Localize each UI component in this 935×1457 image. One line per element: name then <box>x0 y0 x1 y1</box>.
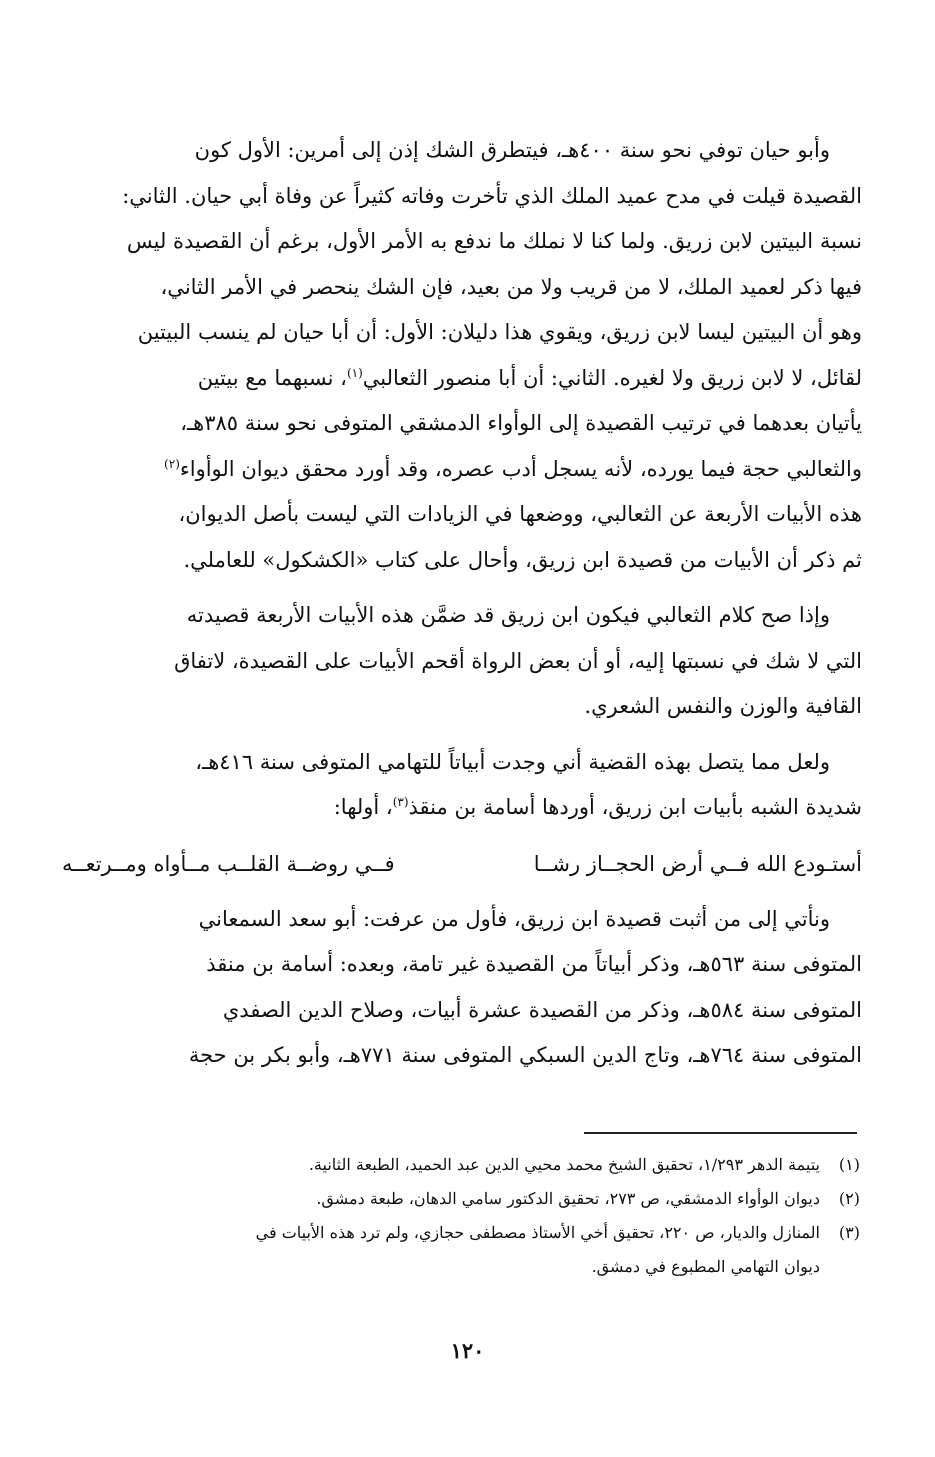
footnote-2 <box>62 1182 860 1216</box>
text-line: شديدة الشبه بأبيات ابن زريق، أوردها أسامة بن منقذ$^{(٣)}$، أولها: <box>333 795 862 819</box>
footnote-text <box>62 1182 820 1216</box>
text-line: فيها ذكر لعميد الملك، لا من قريب ولا من بعيد، فإن الشك ينحصر في الأمر الثاني، <box>160 274 862 299</box>
page-number: ١٢٠ <box>450 1338 485 1363</box>
footnote-text <box>62 1216 820 1284</box>
verse-second-hemistich: فــي روضــة القلــب مــأواه ومــرتعــه <box>62 851 395 876</box>
footnote-line: ديوان الوأواء الدمشقي، ص ٢٧٣، تحقيق الدكتور سامي الدهان، طبعة دمشق. <box>316 1189 820 1208</box>
footnote-marker-2[interactable]: (٢) <box>164 456 180 471</box>
footnote-line: ديوان التهامي المطبوع في دمشق. <box>591 1257 820 1276</box>
footnote-marker-1[interactable]: (١) <box>346 365 363 380</box>
footnote-marker-3[interactable]: (٣) <box>392 795 409 809</box>
verse-first-hemistich: أستـودع الله فــي أرض الحجــاز رشــا <box>533 851 862 876</box>
main-text <box>62 128 862 1089</box>
footnote-line: يتيمة الدهر ١/٢٩٣، تحقيق الشيخ محمد محيي الدين عبد الحميد، الطبعة الثانية. <box>308 1155 820 1174</box>
text-line: المتوفى سنة ٥٦٣هـ، وذكر أبياتاً من القصيدة غير تامة، وبعده: أسامة بن منقذ <box>206 952 862 976</box>
text-line: وإذا صح كلام الثعالبي فيكون ابن زريق قد ضمَّن هذه الأبيات الأربعة قصيدته <box>186 603 830 627</box>
paragraph-1 <box>62 128 862 583</box>
poem-verse <box>62 841 862 887</box>
footnote-number: (٢) <box>838 1189 860 1208</box>
footnotes-section <box>62 1148 860 1284</box>
footnote-number: (١) <box>838 1155 860 1174</box>
text-line: نسبة البيتين لابن زريق. ولما كنا لا نملك ما ندفع به الأمر الأول، برغم أن القصيدة ليس <box>126 229 862 253</box>
footnote-number: (٣) <box>838 1223 860 1242</box>
text-line: القصيدة قيلت في مدح عميد الملك الذي تأخرت وفاته كثيراً عن وفاة أبي حيان. الثاني: <box>122 183 862 208</box>
paragraph-2 <box>62 593 862 730</box>
footnote-1 <box>62 1148 860 1182</box>
text-line: التي لا شك في نسبتها إليه، أو أن بعض الرواة أقحم الأبيات على القصيدة، لاتفاق <box>174 648 862 673</box>
paragraph-3 <box>62 740 862 831</box>
paragraph-4 <box>62 897 862 1079</box>
text-line: وهو أن البيتين ليسا لابن زريق، ويقوي هذا دليلان: الأول: أن أبا حيان لم ينسب البيتين <box>137 320 862 344</box>
text-line: وأبو حيان توفي نحو سنة ٤٠٠هـ، فيتطرق الشك إذن إلى أمرين: الأول كون <box>194 138 830 162</box>
footnote-3 <box>62 1216 860 1284</box>
text-line: المتوفى سنة ٥٨٤هـ، وذكر من القصيدة عشرة أبيات، وصلاح الدين الصفدي <box>222 997 862 1022</box>
footnote-text <box>62 1148 820 1182</box>
text-line: لقائل، لا لابن زريق ولا لغيره. الثاني: أن أبا منصور الثعالبي$^{(١)}$، نسبهما مع بيتين <box>197 365 862 390</box>
text-line: ثم ذكر أن الأبيات من قصيدة ابن زريق، وأحال على كتاب «الكشكول» للعاملي. <box>183 547 862 572</box>
text-line: ونأتي إلى من أثبت قصيدة ابن زريق، فأول من عرفت: أبو سعد السمعاني <box>198 906 830 931</box>
text-line: يأتيان بعدهما في ترتيب القصيدة إلى الوأواء الدمشقي المتوفى نحو سنة ٣٨٥هـ، <box>180 411 862 435</box>
footnote-line: المنازل والديار، ص ٢٢٠، تحقيق أخي الأستاذ مصطفى حجازي، ولم ترد هذه الأبيات في <box>255 1223 820 1242</box>
text-line: القافية والوزن والنفس الشعري. <box>584 694 862 718</box>
footnote-separator <box>584 1132 857 1134</box>
text-line: والثعالبي حجة فيما يورده، لأنه يسجل أدب عصره، وقد أورد محقق ديوان الوأواء$^{(٢)}$ <box>164 456 862 481</box>
text-line: المتوفى سنة ٧٦٤هـ، وتاج الدين السبكي المتوفى سنة ٧٧١هـ، وأبو بكر بن حجة <box>188 1043 862 1067</box>
text-line: ولعل مما يتصل بهذه القضية أني وجدت أبياتاً للتهامي المتوفى سنة ٤١٦هـ، <box>195 749 830 774</box>
text-line: هذه الأبيات الأربعة عن الثعالبي، ووضعها في الزيادات التي ليست بأصل الديوان، <box>178 502 862 526</box>
